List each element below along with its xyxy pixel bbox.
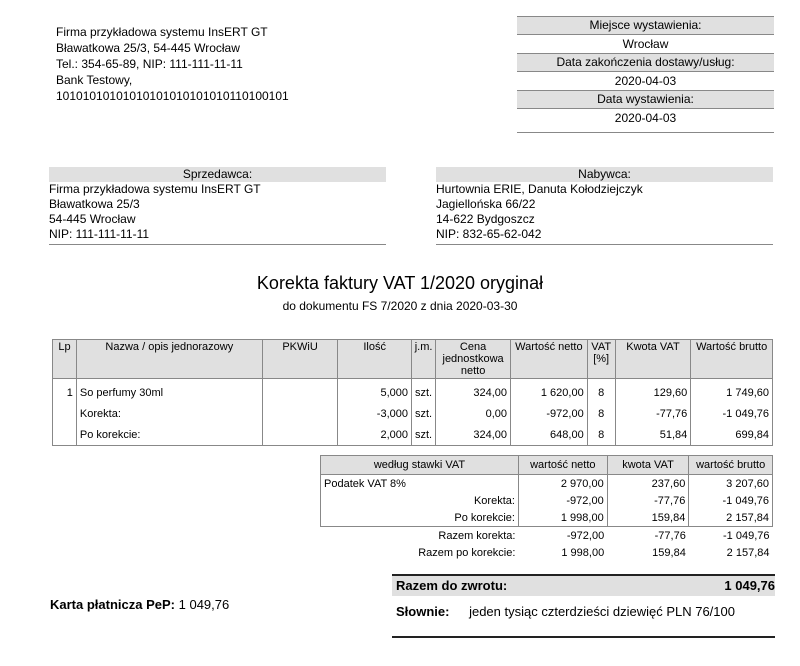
cell: -1 049,76 xyxy=(689,492,773,509)
cell: Korekta: xyxy=(76,403,262,424)
items-table xyxy=(52,339,773,446)
cell: 51,84 xyxy=(615,424,691,446)
words-value: jeden tysiąc czterdzieści dziewięć PLN 76/100 xyxy=(469,604,735,619)
words-label: Słownie: xyxy=(396,604,450,619)
cell: -972,00 xyxy=(511,403,588,424)
cell xyxy=(53,403,77,424)
cell: 2 157,84 xyxy=(726,546,770,559)
issue-date-value: 2020-04-03 xyxy=(614,111,677,125)
col-gross: Wartość brutto xyxy=(691,340,773,379)
cell: szt. xyxy=(412,379,436,404)
table-row xyxy=(53,379,773,404)
col-name: Nazwa / opis jednorazowy xyxy=(76,340,262,379)
issuer-line: Firma przykładowa systemu InsERT GT xyxy=(56,25,268,39)
seller-line: Firma przykładowa systemu InsERT GT xyxy=(49,182,261,196)
cell xyxy=(53,424,77,446)
cell: Razem po korekcie: xyxy=(418,546,516,559)
cell: -972,00 xyxy=(518,492,607,509)
cell: 324,00 xyxy=(436,424,511,446)
amount-in-words xyxy=(392,602,775,622)
cell: 648,00 xyxy=(511,424,588,446)
col-vat-amount: kwota VAT xyxy=(607,456,689,475)
seller-line: NIP: 111-111-11-11 xyxy=(49,227,150,241)
col-vat-rate: VAT [%] xyxy=(587,340,615,379)
cell: 1 749,60 xyxy=(691,379,773,404)
issuer-line: Bank Testowy, xyxy=(56,73,133,87)
place-value: Wrocław xyxy=(622,37,669,51)
cell: 1 xyxy=(53,379,77,404)
cell: 324,00 xyxy=(436,379,511,404)
buyer-line: Jagiellońska 66/22 xyxy=(436,197,536,211)
issue-meta xyxy=(517,16,774,133)
cell: 5,000 xyxy=(338,379,412,404)
cell: Po korekcie: xyxy=(321,509,519,527)
vat-header-row xyxy=(321,456,773,475)
seller-block xyxy=(49,167,386,245)
col-unit-price: Cena jednostkowa netto xyxy=(436,340,511,379)
buyer-line: Hurtownia ERIE, Danuta Kołodziejczyk xyxy=(436,182,643,196)
issue-date-label: Data wystawienia: xyxy=(517,90,774,109)
seller-heading: Sprzedawca: xyxy=(49,167,386,182)
cell: 8 xyxy=(587,403,615,424)
cell: -3,000 xyxy=(338,403,412,424)
cell: 699,84 xyxy=(691,424,773,446)
cell: -972,00 xyxy=(566,529,605,542)
issuer-block xyxy=(56,24,289,104)
cell: 159,84 xyxy=(607,509,689,527)
issuer-line: Tel.: 354-65-89, NIP: 111-111-11-11 xyxy=(56,57,243,71)
col-vat-net: wartość netto xyxy=(518,456,607,475)
table-row xyxy=(53,424,773,446)
cell: szt. xyxy=(412,403,436,424)
seller-divider xyxy=(49,242,386,245)
document-title: Korekta faktury VAT 1/2020 oryginał xyxy=(256,273,544,293)
to-pay-label: Razem do zwrotu: xyxy=(396,578,508,593)
cell: Po korekcie: xyxy=(76,424,262,446)
meta-divider xyxy=(517,127,774,133)
seller-line: Bławatkowa 25/3 xyxy=(49,197,140,211)
cell: 237,60 xyxy=(607,475,689,493)
cell xyxy=(262,379,338,404)
col-vat-amount: Kwota VAT xyxy=(615,340,691,379)
buyer-block xyxy=(436,167,773,245)
col-vat-gross: wartość brutto xyxy=(689,456,773,475)
vat-group-label: Podatek VAT 8% xyxy=(321,475,519,493)
table-row xyxy=(321,475,773,493)
buyer-heading: Nabywca: xyxy=(436,167,773,182)
cell: -77,76 xyxy=(654,529,686,542)
cell xyxy=(262,403,338,424)
table-row xyxy=(321,527,773,545)
card-value: 1 049,76 xyxy=(178,597,230,612)
cell: 1 998,00 xyxy=(518,509,607,527)
vat-summary-table xyxy=(320,455,773,561)
col-pkwiu: PKWiU xyxy=(262,340,338,379)
cell: 2 157,84 xyxy=(689,509,773,527)
cell: 129,60 xyxy=(615,379,691,404)
cell: 3 207,60 xyxy=(689,475,773,493)
to-pay-bar xyxy=(392,574,775,596)
buyer-divider xyxy=(436,242,773,245)
cell: 1 998,00 xyxy=(561,546,605,559)
cell: 2,000 xyxy=(338,424,412,446)
delivery-date-label: Data zakończenia dostawy/usług: xyxy=(517,53,774,72)
cell: szt. xyxy=(412,424,436,446)
table-row xyxy=(53,403,773,424)
col-lp: Lp xyxy=(53,340,77,379)
cell: -1 049,76 xyxy=(691,403,773,424)
col-unit: j.m. xyxy=(412,340,436,379)
table-row xyxy=(321,544,773,561)
delivery-date-value: 2020-04-03 xyxy=(614,74,677,88)
cell: 159,84 xyxy=(652,546,686,559)
cell xyxy=(262,424,338,446)
cell: -77,76 xyxy=(615,403,691,424)
issuer-line: Bławatkowa 25/3, 54-445 Wrocław xyxy=(56,41,240,55)
cell: 8 xyxy=(587,424,615,446)
table-row xyxy=(321,509,773,527)
issuer-line: 10101010101010101010101010110100101 xyxy=(56,89,289,103)
seller-line: 54-445 Wrocław xyxy=(49,212,136,226)
table-row xyxy=(321,492,773,509)
cell: So perfumy 30ml xyxy=(76,379,262,404)
totals-block xyxy=(392,574,775,638)
col-qty: Ilość xyxy=(338,340,412,379)
col-vat-rate-group: według stawki VAT xyxy=(321,456,519,475)
cell: 8 xyxy=(587,379,615,404)
cell: Korekta: xyxy=(321,492,519,509)
cell: -77,76 xyxy=(607,492,689,509)
cell: 2 970,00 xyxy=(518,475,607,493)
totals-divider xyxy=(392,636,775,638)
cell: -1 049,76 xyxy=(723,529,770,542)
buyer-line: NIP: 832-65-62-042 xyxy=(436,227,542,241)
place-label: Miejsce wystawienia: xyxy=(517,16,774,35)
card-label: Karta płatnicza PeP: xyxy=(50,597,175,612)
cell: 1 620,00 xyxy=(511,379,588,404)
document-subtitle: do dokumentu FS 7/2020 z dnia 2020-03-30 xyxy=(282,299,518,313)
col-net: Wartość netto xyxy=(511,340,588,379)
card-payment xyxy=(50,597,229,612)
buyer-line: 14-622 Bydgoszcz xyxy=(436,212,535,226)
items-header-row xyxy=(53,340,773,379)
cell: 0,00 xyxy=(436,403,511,424)
cell: Razem korekta: xyxy=(438,529,516,542)
to-pay-value: 1 049,76 xyxy=(724,578,775,593)
